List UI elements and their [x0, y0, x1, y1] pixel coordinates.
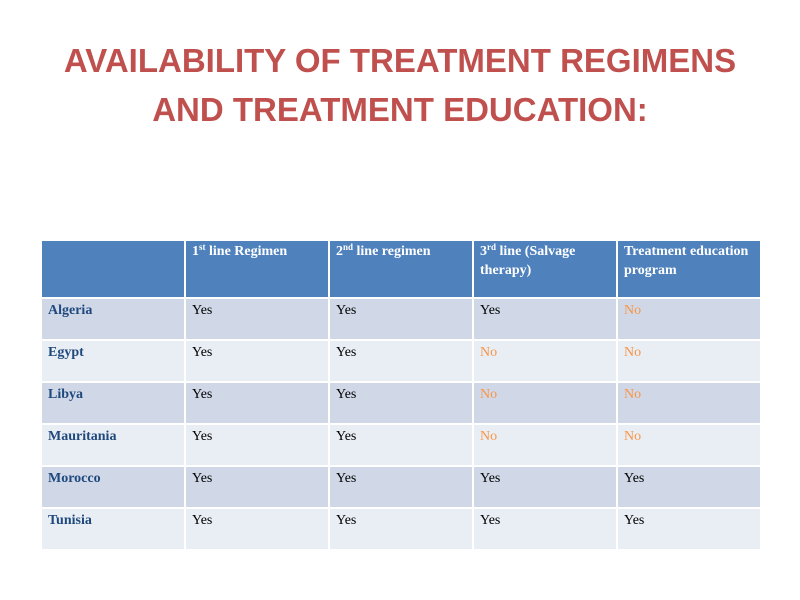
- value-cell: No: [617, 298, 761, 340]
- value-cell: No: [473, 424, 617, 466]
- table-header: [41, 240, 761, 298]
- header-cell-empty: [41, 240, 185, 298]
- table-body: [41, 298, 761, 550]
- country-cell: Tunisia: [41, 508, 185, 550]
- value-cell: No: [617, 340, 761, 382]
- value-cell: No: [473, 340, 617, 382]
- value-cell: Yes: [329, 424, 473, 466]
- table-row: [41, 382, 761, 424]
- value-cell: No: [617, 382, 761, 424]
- value-cell: Yes: [329, 382, 473, 424]
- value-cell: Yes: [329, 340, 473, 382]
- value-cell: Yes: [185, 508, 329, 550]
- country-cell: Libya: [41, 382, 185, 424]
- header-3rd-line-salvage: 3rd line (Salvage therapy): [473, 240, 617, 298]
- header-1st-line-regimen: 1st line Regimen: [185, 240, 329, 298]
- treatment-availability-table: [40, 239, 762, 551]
- table-row: [41, 466, 761, 508]
- header-treatment-education: Treatment education program: [617, 240, 761, 298]
- value-cell: Yes: [473, 466, 617, 508]
- value-cell: No: [617, 424, 761, 466]
- table-row: [41, 508, 761, 550]
- country-cell: Algeria: [41, 298, 185, 340]
- value-cell: Yes: [329, 508, 473, 550]
- table-row: [41, 424, 761, 466]
- value-cell: No: [473, 382, 617, 424]
- value-cell: Yes: [185, 466, 329, 508]
- slide-title-line-2: AND TREATMENT EDUCATION:: [152, 91, 648, 128]
- value-cell: Yes: [617, 508, 761, 550]
- country-cell: Egypt: [41, 340, 185, 382]
- value-cell: Yes: [185, 382, 329, 424]
- value-cell: Yes: [185, 298, 329, 340]
- header-row: [41, 240, 761, 298]
- value-cell: Yes: [329, 466, 473, 508]
- header-2nd-line-regimen: 2nd line regimen: [329, 240, 473, 298]
- value-cell: Yes: [185, 424, 329, 466]
- country-cell: Morocco: [41, 466, 185, 508]
- table-row: [41, 298, 761, 340]
- value-cell: Yes: [185, 340, 329, 382]
- value-cell: Yes: [473, 298, 617, 340]
- slide-title: [20, 36, 780, 134]
- country-cell: Mauritania: [41, 424, 185, 466]
- value-cell: Yes: [329, 298, 473, 340]
- slide-title-line-1: AVAILABILITY OF TREATMENT REGIMENS: [63, 42, 737, 79]
- value-cell: Yes: [473, 508, 617, 550]
- value-cell: Yes: [617, 466, 761, 508]
- table-row: [41, 340, 761, 382]
